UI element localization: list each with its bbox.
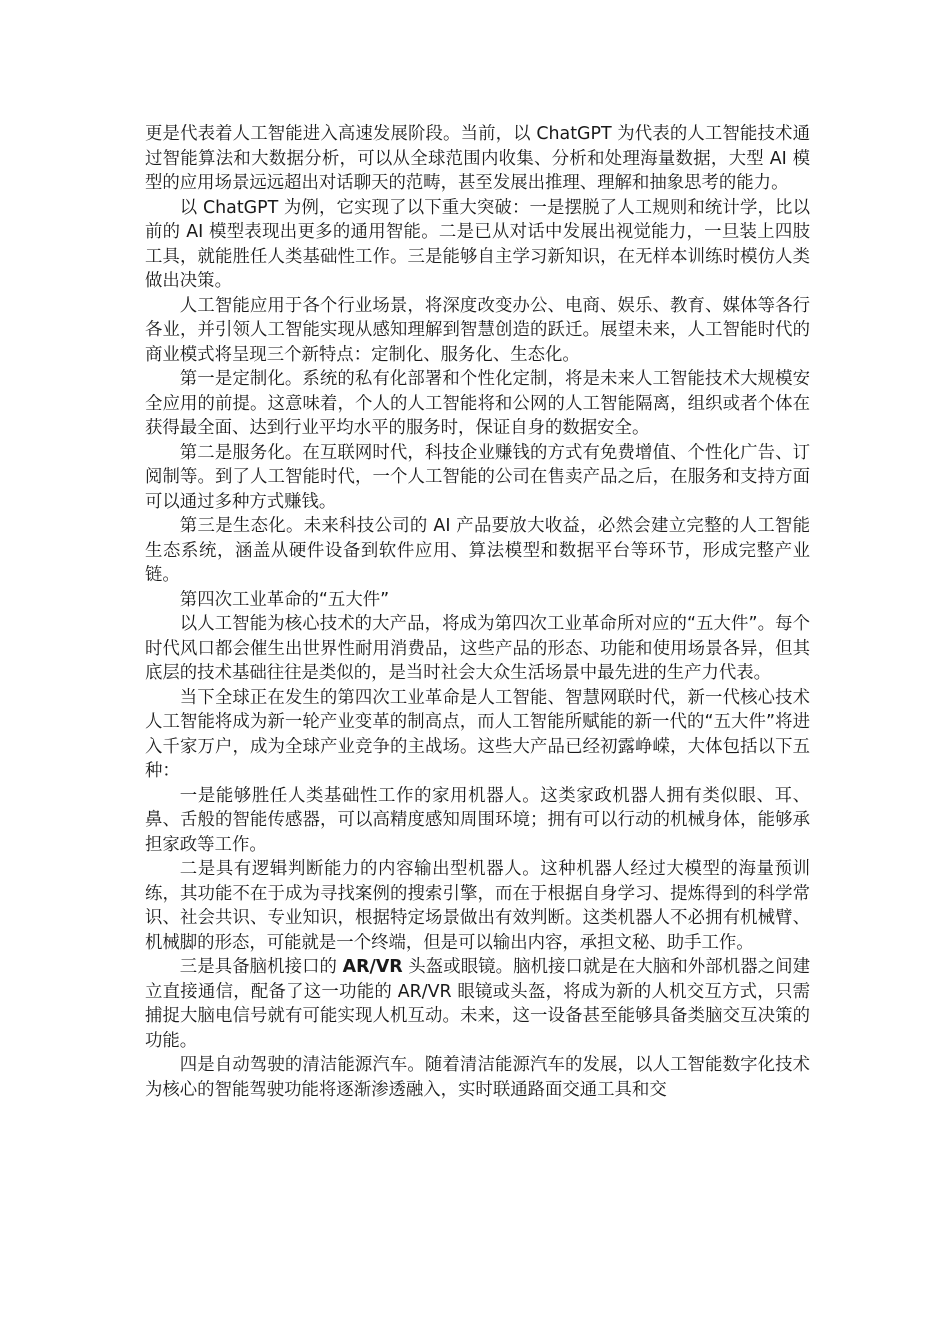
ar-vr-text-before: 三是具备脑机接口的 <box>179 957 343 977</box>
paragraph-ecosystem: 第三是生态化。未来科技公司的 AI 产品要放大收益，必然会建立完整的人工智能生态系统，涵盖从硬件设备到软件应用、算法模型和数据平台等环节，形成完整产业链。 <box>145 516 810 585</box>
document-page <box>145 122 810 1102</box>
paragraph-servitization: 第二是服务化。在互联网时代，科技企业赚钱的方式有免费增值、个性化广告、订阅制等。到了人工智能时代，一个人工智能的公司在售卖产品之后，在服务和支持方面可以通过多种方式赚钱。 <box>145 442 810 512</box>
paragraph-chatgpt-breakthroughs: 以 ChatGPT 为例，它实现了以下重大突破：一是摆脱了人工规则和统计学，比以前的 AI 模型表现出更多的通用智能。二是已从对话中发展出视觉能力，一旦装上四肢工具，就能胜任人类基础性工作。三是能够自主学习新知识，在无样本训练时模仿人类做出决策。 <box>145 197 810 291</box>
paragraph-ar-vr-headset <box>145 955 810 1053</box>
ar-vr-text-after: 头盔或眼镜。脑机接口就是在大脑和外部机器之间建立直接通信，配备了这一功能的 AR/VR 眼镜或头盔，将成为新的人机交互方式，只需捕捉大脑电信号就有可能实现人机互动。未来，这一设备甚至能够具备类脑交互决策的功能。 <box>145 957 810 1051</box>
section-heading-five-major-items: 第四次工业革命的“五大件” <box>179 589 390 610</box>
paragraph-customization: 第一是定制化。系统的私有化部署和个性化定制，将是未来人工智能技术大规模安全应用的前提。这意味着，个人的人工智能将和公网的人工智能隔离，组织或者个体在获得最全面、达到行业平均水平的服务时，保证自身的数据安全。 <box>145 369 810 438</box>
paragraph-ai-development: 更是代表着人工智能进入高速发展阶段。当前，以 ChatGPT 为代表的人工智能技术通过智能算法和大数据分析，可以从全球范围内收集、分析和处理海量数据，大型 AI 模型的应用场景远远超出对话聊天的范畴，甚至发展出推理、理解和抽象思考的能力。 <box>145 124 810 193</box>
paragraph-five-major-items-intro: 以人工智能为核心技术的大产品，将成为第四次工业革命所对应的“五大件”。每个时代风口都会催生出世界性耐用消费品，这些产品的形态、功能和使用场景各异，但其底层的技术基础往往是类似的，是当时社会大众生活场景中最先进的生产力代表。 <box>145 614 810 683</box>
paragraph-household-robot: 一是能够胜任人类基础性工作的家用机器人。这类家政机器人拥有类似眼、耳、鼻、舌般的智能传感器，可以高精度感知周围环境；拥有可以行动的机械身体，能够承担家政等工作。 <box>145 785 810 855</box>
paragraph-content-robot: 二是具有逻辑判断能力的内容输出型机器人。这种机器人经过大模型的海量预训练，其功能不在于成为寻找案例的搜索引擎，而在于根据自身学习、提炼得到的科学常识、社会共识、专业知识，根据特定场景做出有效判断。这类机器人不必拥有机械臂、机械脚的形态，可能就是一个终端，但是可以输出内容，承担文秘、助手工作。 <box>145 859 810 953</box>
paragraph-autonomous-vehicle: 四是自动驾驶的清洁能源汽车。随着清洁能源汽车的发展，以人工智能数字化技术为核心的智能驾驶功能将逐渐渗透融入，实时联通路面交通工具和交 <box>145 1055 810 1100</box>
paragraph-industry-applications: 人工智能应用于各个行业场景，将深度改变办公、电商、娱乐、教育、媒体等各行各业，并引领人工智能实现从感知理解到智慧创造的跃迁。展望未来，人工智能时代的商业模式将呈现三个新特点：定制化、服务化、生态化。 <box>145 295 810 365</box>
paragraph-fourth-industrial-revolution: 当下全球正在发生的第四次工业革命是人工智能、智慧网联时代，新一代核心技术人工智能将成为新一轮产业变革的制高点，而人工智能所赋能的新一代的“五大件”将进入千家万户，成为全球产业竞争的主战场。这些大产品已经初露峥嵘，大体包括以下五种： <box>145 687 810 781</box>
ar-vr-bold-term: AR/VR <box>342 957 403 977</box>
